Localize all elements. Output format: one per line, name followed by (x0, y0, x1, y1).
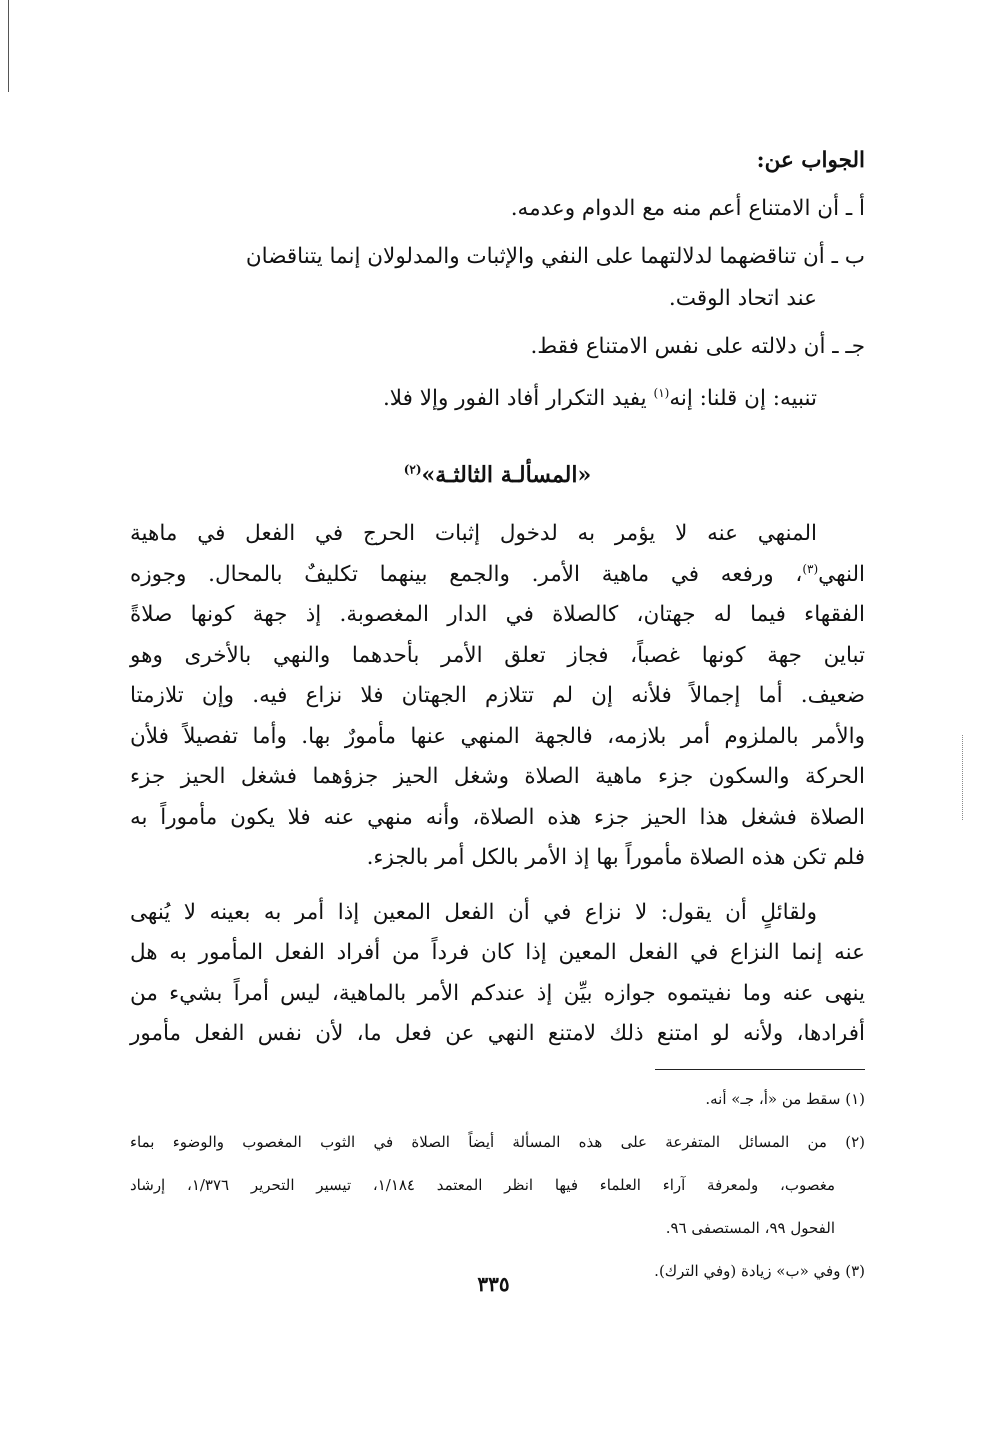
paragraph-line: والأمر بالملزوم أمر بلازمه، فالجهة المنهي عنها مأمورٌ بها. وأما تفصيلاً فلأن (130, 723, 865, 749)
paragraph-line: ولقائلٍ أن يقول: لا نزاع في أن الفعل المعين إذا أمر به بعينه لا يُنهى (130, 899, 817, 925)
paragraph-gap (130, 879, 865, 893)
section-title-text: «المسألـة الثالثـة» (421, 462, 592, 488)
answer-item-line: ب ـ أن تناقضهما لدلالتهما على النفي والإثبات والمدلولان إنما يتناقضان (245, 244, 865, 269)
paragraph-line: أفرادها، ولأنه لو امتنع ذلك لامتنع النهي عن فعل ما، لأن نفس الفعل مأمور (130, 1021, 865, 1046)
footnote-ref-1: (١) (653, 385, 670, 400)
note-text-before: تنبيه: إن قلنا: إنه (669, 386, 817, 411)
paragraph-line: تباين جهة كونها غصباً، فجاز تعلق الأمر بأحدهما والنهي بالأخرى وهو (130, 642, 865, 668)
footnote-2: (٢) من المسائل المتفرعة على هذه المسألة أيضاً الصلاة في الثوب المغصوب والوضوء بماء (130, 1132, 865, 1151)
footnotes (130, 1085, 865, 1285)
footnote-ref-3: (٣) (802, 561, 819, 576)
paragraph-line (130, 555, 865, 596)
answer-item-jim (130, 326, 865, 368)
note-text-after: يفيد التكرار أفاد الفور وإلا فلا. (382, 386, 654, 411)
answer-item-alif (130, 188, 865, 230)
page-number: ٣٣٥ (477, 1272, 510, 1296)
paragraph-line: ينهى عنه وما نفيتموه جوازه بيِّن إذ عندكم الأمر بالماهية، ليس أمراً بشيء من (130, 980, 865, 1006)
footnote-2-continued: مغصوب، ولمعرفة آراء العلماء فيها انظر المعتمد ١/١٨٤، تيسير التحرير ١/٣٧٦، إرشاد (130, 1175, 835, 1194)
answer-item-line-continued: عند اتحاد الوقت. (668, 286, 817, 311)
scan-edge-line (8, 0, 9, 92)
paragraph-line: الفقهاء فيما له جهتان، كالصلاة في الدار المغصوبة. إذ جهة كونها صلاةً (130, 602, 865, 627)
scan-margin-marks (962, 735, 965, 820)
paragraph-line: عنه إنما النزاع في الفعل المعين إذا كان فرداً من أفراد الفعل المأمور به هل (130, 940, 865, 965)
paragraph-text: النهي (818, 561, 865, 587)
footnote-2-continued: الفحول ٩٩، المستصفى ٩٦. (665, 1218, 835, 1237)
footnote-3: (٣) وفي «ب» زيادة (وفي الترك). (654, 1261, 865, 1280)
paragraph-2 (130, 893, 865, 1055)
page-body (130, 140, 865, 1300)
paragraph-1 (130, 514, 865, 879)
answer-heading: الجواب عن: (756, 148, 865, 173)
paragraph-text: ، ورفعه في ماهية الأمر. والجمع بينهما تكليفٌ بالمحال. وجوزه (130, 561, 803, 587)
paragraph-line: الحركة والسكون جزء ماهية الصلاة وشغل الحيز جزؤهما فشغل الحيز جزء (130, 764, 865, 789)
paragraph-line: ضعيف. أما إجمالاً فلأنه إن لم تتلازم الجهتان فلا نزاع فيه. وإن تلازمتا (130, 683, 865, 708)
section-title (130, 454, 865, 496)
footnote-1: (١) سقط من «أ، جـ» أنه. (705, 1089, 865, 1108)
footnote-ref-2: (٢) (403, 462, 422, 477)
paragraph-line: فلم تكن هذه الصلاة مأموراً بها إذ الأمر بالكل أمر بالجزء. (366, 845, 865, 870)
paragraph-line: الصلاة فشغل هذا الحيز جزء هذه الصلاة، وأنه منهي عنه فلا يكون مأموراً به (130, 804, 865, 830)
answer-item-line: جـ ـ أن دلالته على نفس الامتناع فقط. (530, 334, 865, 359)
answer-item-ba (130, 236, 865, 320)
paragraph-line: المنهي عنه لا يؤمر به لدخول إثبات الحرج في الفعل في ماهية (130, 521, 817, 546)
note-paragraph (130, 378, 865, 420)
answer-item-line: أ ـ أن الامتناع أعم منه مع الدوام وعدمه. (510, 196, 865, 221)
footnote-separator (655, 1069, 865, 1070)
